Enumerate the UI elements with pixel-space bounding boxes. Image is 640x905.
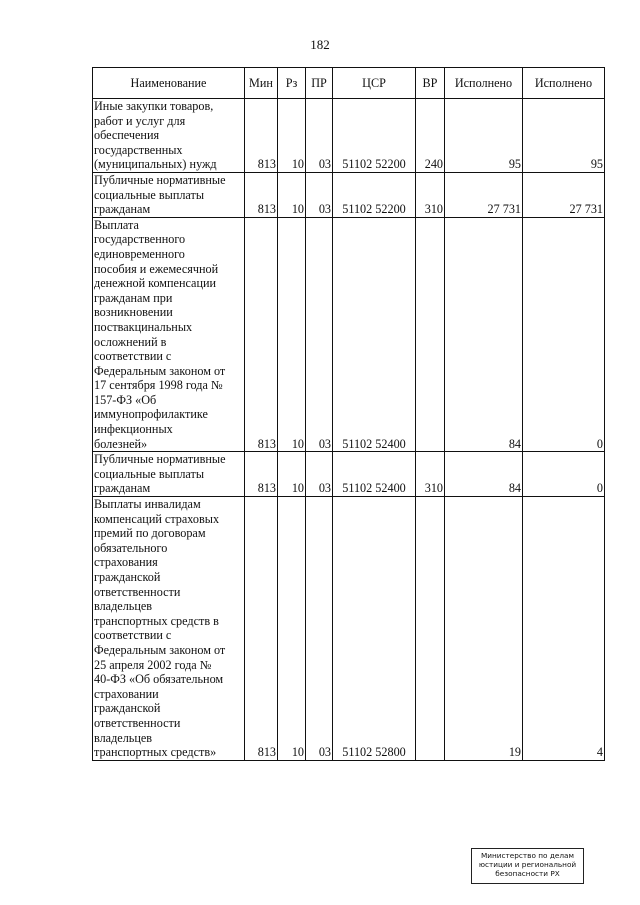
row-rz: 10 bbox=[278, 452, 306, 497]
row-pr: 03 bbox=[306, 217, 333, 452]
row-executed-1: 27 731 bbox=[445, 172, 523, 217]
stamp-line: безопасности РХ bbox=[495, 869, 560, 878]
row-executed-2: 0 bbox=[523, 452, 605, 497]
page-number: 182 bbox=[310, 37, 330, 52]
header-vr: ВР bbox=[416, 68, 445, 99]
row-rz: 10 bbox=[278, 217, 306, 452]
row-csr: 51102 52200 bbox=[333, 172, 416, 217]
row-pr: 03 bbox=[306, 452, 333, 497]
stamp-line: юстиции и региональной bbox=[478, 860, 577, 869]
row-pr: 03 bbox=[306, 99, 333, 173]
row-name: Выплаты инвалидам компенсаций страховых премий по договорам обязательного страхования гражданской ответственности владельцев транспортных средств в соответствии с Федеральным законом от 25 апреля 2002 года № 40-ФЗ «Об обязательном страховании гражданской ответственности владельцев транспортных средств» bbox=[93, 497, 245, 761]
row-csr: 51102 52400 bbox=[333, 452, 416, 497]
header-pr: ПР bbox=[306, 68, 333, 99]
row-vr bbox=[416, 497, 445, 761]
row-executed-1: 19 bbox=[445, 497, 523, 761]
row-rz: 10 bbox=[278, 172, 306, 217]
row-csr: 51102 52800 bbox=[333, 497, 416, 761]
row-executed-2: 0 bbox=[523, 217, 605, 452]
row-vr bbox=[416, 217, 445, 452]
row-pr: 03 bbox=[306, 497, 333, 761]
row-name: Выплата государственного единовременного пособия и ежемесячной денежной компенсации гражданам при возникновении поствакцинальных осложнений в соответствии с Федеральным законом от 17 сентября 1998 года № 157-ФЗ «Об иммунопрофилактике инфекционных болезней» bbox=[93, 217, 245, 452]
header-executed-1: Исполнено bbox=[445, 68, 523, 99]
row-vr: 240 bbox=[416, 99, 445, 173]
table-row bbox=[93, 99, 605, 173]
stamp-line: Министерство по делам bbox=[480, 851, 574, 860]
row-rz: 10 bbox=[278, 497, 306, 761]
header-rz: Рз bbox=[278, 68, 306, 99]
row-name: Иные закупки товаров, работ и услуг для обеспечения государственных (муниципальных) нужд bbox=[93, 99, 245, 173]
table-row bbox=[93, 217, 605, 452]
row-min: 813 bbox=[245, 217, 278, 452]
row-executed-1: 84 bbox=[445, 452, 523, 497]
row-executed-2: 95 bbox=[523, 99, 605, 173]
row-name: Публичные нормативные социальные выплаты гражданам bbox=[93, 172, 245, 217]
row-executed-1: 84 bbox=[445, 217, 523, 452]
header-name: Наименование bbox=[93, 68, 245, 99]
table-header-row bbox=[93, 68, 605, 99]
row-executed-2: 4 bbox=[523, 497, 605, 761]
row-vr: 310 bbox=[416, 452, 445, 497]
row-min: 813 bbox=[245, 99, 278, 173]
budget-table bbox=[92, 67, 605, 761]
row-csr: 51102 52200 bbox=[333, 99, 416, 173]
row-executed-1: 95 bbox=[445, 99, 523, 173]
table-row bbox=[93, 172, 605, 217]
row-name: Публичные нормативные социальные выплаты гражданам bbox=[93, 452, 245, 497]
table-row bbox=[93, 497, 605, 761]
table-row bbox=[93, 452, 605, 497]
row-pr: 03 bbox=[306, 172, 333, 217]
header-min: Мин bbox=[245, 68, 278, 99]
row-csr: 51102 52400 bbox=[333, 217, 416, 452]
header-executed-2: Исполнено bbox=[523, 68, 605, 99]
ministry-stamp bbox=[471, 848, 584, 884]
row-vr: 310 bbox=[416, 172, 445, 217]
row-executed-2: 27 731 bbox=[523, 172, 605, 217]
row-min: 813 bbox=[245, 172, 278, 217]
row-min: 813 bbox=[245, 452, 278, 497]
row-min: 813 bbox=[245, 497, 278, 761]
header-csr: ЦСР bbox=[333, 68, 416, 99]
row-rz: 10 bbox=[278, 99, 306, 173]
